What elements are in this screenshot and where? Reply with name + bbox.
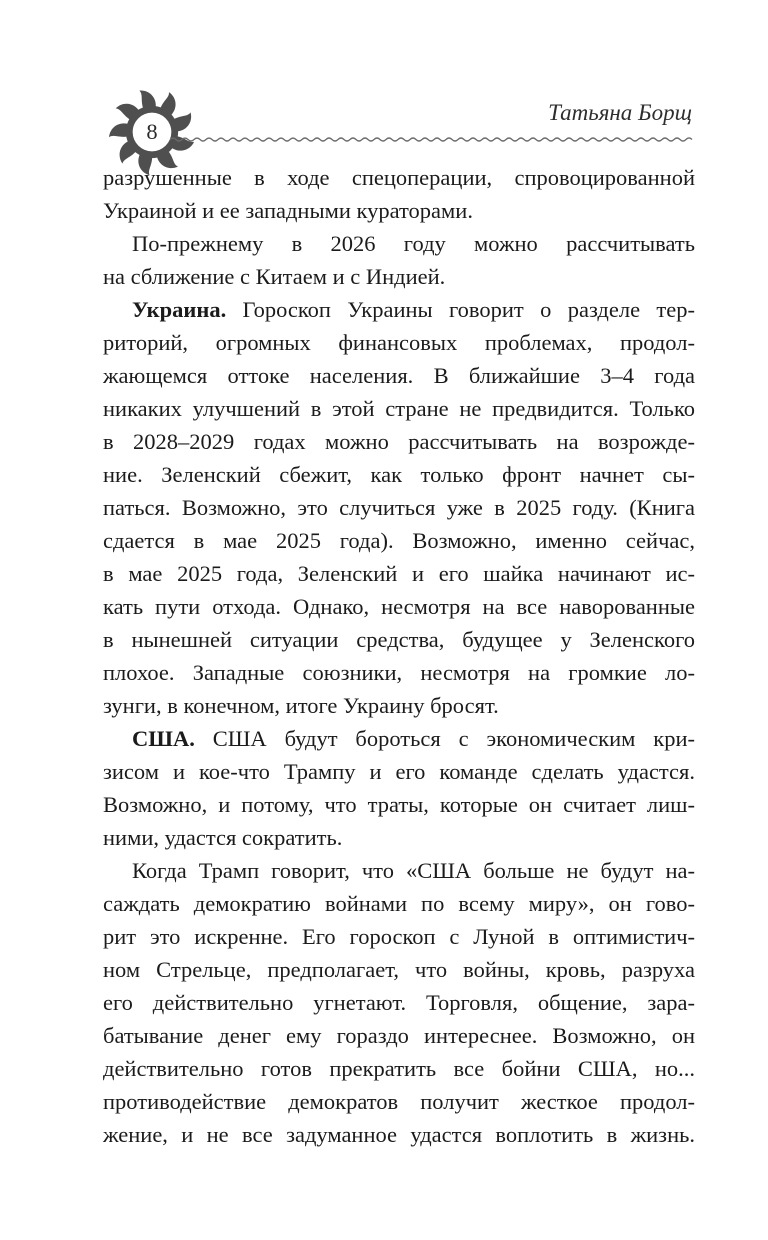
text-line: никаких улучшений в этой стране не предвидится. Только [103, 396, 695, 421]
wavy-divider [170, 135, 694, 144]
text-line: плохое. Западные союзники, несмотря на громкие ло- [103, 660, 695, 685]
text-line: риторий, огромных финансовых проблемах, продол- [103, 330, 695, 355]
text-line: Когда Трамп говорит, что «США больше не будут на- [132, 858, 695, 883]
text-line: батывание денег ему гораздо интереснее. Возможно, он [103, 1023, 695, 1048]
text-line: Украиной и ее западными кураторами. [103, 198, 473, 223]
text-line: жение, и не все задуманное удастся воплотить в жизнь. [103, 1122, 695, 1147]
text-line: ние. Зеленский сбежит, как только фронт начнет сы- [103, 462, 695, 487]
text-line: жающемся оттоке населения. В ближайшие 3–4 года [103, 363, 695, 388]
text-line [103, 722, 695, 755]
paragraph-china-india [103, 227, 695, 293]
paragraph-ukraine [103, 293, 695, 722]
text-line: сдается в мае 2025 года). Возможно, именно сейчас, [103, 528, 695, 553]
text-line: кать пути отхода. Однако, несмотря на все наворованные [103, 594, 695, 619]
paragraph-continuation [103, 161, 695, 227]
text-line: саждать демократию войнами по всему миру», он гово- [103, 891, 695, 916]
text-line: действительно готов прекратить все бойни США, но... [103, 1056, 695, 1081]
text-line: противодействие демократов получит жесткое продол- [103, 1089, 695, 1114]
text-line: По-прежнему в 2026 году можно рассчитывать [132, 231, 695, 256]
text-line: ними, удастся сократить. [103, 825, 343, 850]
text-line: зисом и кое-что Трампу и его команде сделать удастся. [103, 759, 695, 784]
text-line: зунги, в конечном, итоге Украину бросят. [103, 693, 499, 718]
text-line: ном Стрельце, предполагает, что войны, кровь, разруха [103, 957, 695, 982]
page-number: 8 [146, 119, 158, 145]
text-line: в 2028–2029 годах можно рассчитывать на возрожде- [103, 429, 695, 454]
text-line: на сближение с Китаем и с Индией. [103, 264, 446, 289]
running-head: Татьяна Борщ [548, 100, 692, 125]
text-line [103, 293, 695, 326]
paragraph-usa [103, 722, 695, 854]
section-lead-usa: США. [132, 726, 195, 751]
text-line: его действительно угнетают. Торговля, общение, зара- [103, 990, 695, 1015]
text-line: в мае 2025 года, Зеленский и его шайка начинают ис- [103, 561, 695, 586]
text-line: паться. Возможно, это случиться уже в 2025 году. (Книга [103, 495, 695, 520]
lead-line-rest: Гороскоп Украины говорит о разделе тер- [226, 297, 695, 322]
paragraph-trump-policy [103, 854, 695, 1151]
lead-line-rest: США будут бороться с экономическим кри- [194, 726, 695, 751]
wave-line [170, 138, 692, 141]
section-lead-ukraine: Украина. [132, 297, 227, 322]
text-line: в нынешней ситуации средства, будущее у Зеленского [103, 627, 695, 652]
page-body [103, 161, 695, 1151]
text-line: Возможно, и потому, что траты, которые он считает лиш- [103, 792, 695, 817]
text-line: разрушенные в ходе спецоперации, спровоцированной [103, 165, 695, 190]
text-line: рит это искренне. Его гороскоп с Луной в оптимистич- [103, 924, 695, 949]
